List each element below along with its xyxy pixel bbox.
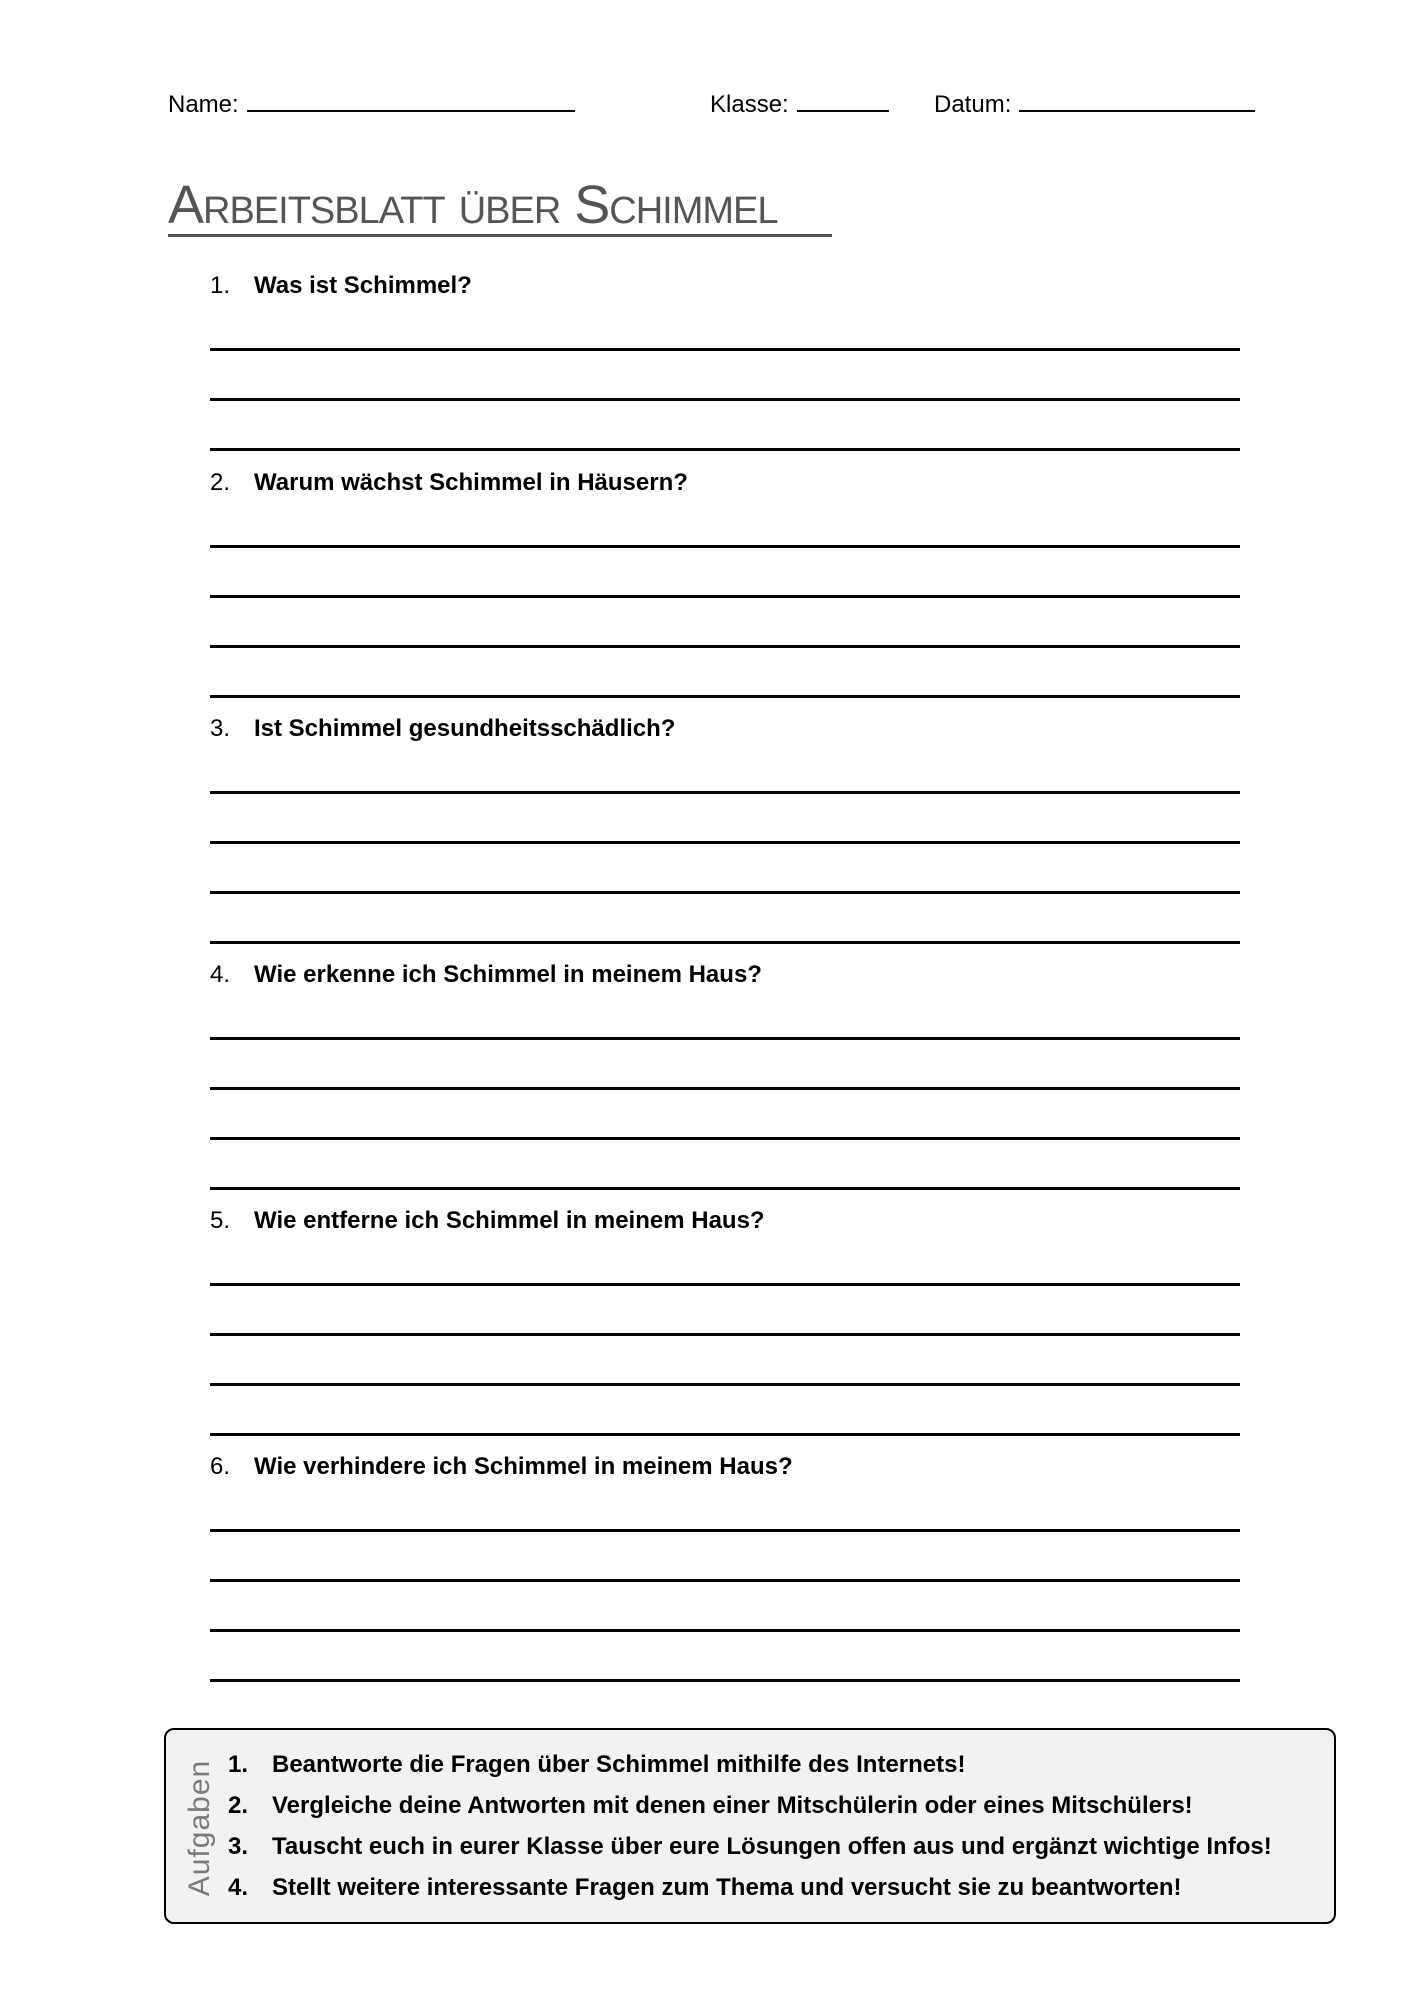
question-3	[210, 711, 1245, 747]
answer-line[interactable]	[210, 1137, 1240, 1140]
task-number: 1.	[228, 1750, 249, 1778]
answer-line[interactable]	[210, 448, 1240, 451]
class-blank[interactable]	[797, 86, 889, 112]
question-number: 4.	[210, 961, 231, 988]
answer-line[interactable]	[210, 1333, 1240, 1336]
task-text: Beantworte die Fragen über Schimmel mithilfe des Internets!	[272, 1750, 966, 1778]
answer-line[interactable]	[210, 1529, 1240, 1532]
question-2	[210, 465, 1245, 501]
answer-line[interactable]	[210, 1433, 1240, 1436]
date-field	[934, 86, 1255, 119]
question-number: 1.	[210, 272, 231, 299]
answer-line[interactable]	[210, 595, 1240, 598]
answer-line[interactable]	[210, 941, 1240, 944]
question-number: 5.	[210, 1207, 231, 1234]
question-text: Wie verhindere ich Schimmel in meinem Haus?	[254, 1453, 793, 1480]
question-text: Wie entferne ich Schimmel in meinem Haus?	[254, 1207, 765, 1234]
class-field	[710, 86, 889, 119]
task-number: 4.	[228, 1873, 249, 1901]
answer-line[interactable]	[210, 791, 1240, 794]
task-number: 3.	[228, 1832, 249, 1860]
answer-line[interactable]	[210, 545, 1240, 548]
task-side-text: Aufgaben	[183, 1759, 216, 1897]
task-text: Stellt weitere interessante Fragen zum Thema und versucht sie zu beantworten!	[272, 1873, 1182, 1901]
answer-line[interactable]	[210, 891, 1240, 894]
task-item	[228, 1785, 1328, 1826]
name-blank[interactable]	[247, 86, 575, 112]
answer-line[interactable]	[210, 348, 1240, 351]
answer-line[interactable]	[210, 1579, 1240, 1582]
answer-line[interactable]	[210, 398, 1240, 401]
answer-line[interactable]	[210, 1087, 1240, 1090]
question-1	[210, 268, 1245, 304]
page-title: Arbeitsblatt über Schimmel	[168, 178, 832, 237]
name-label: Name:	[168, 91, 239, 118]
answer-line[interactable]	[210, 695, 1240, 698]
answer-line[interactable]	[210, 1187, 1240, 1190]
task-item	[228, 1744, 1328, 1785]
task-number: 2.	[228, 1791, 249, 1819]
task-item	[228, 1867, 1328, 1908]
question-4	[210, 957, 1245, 993]
name-field	[168, 86, 575, 119]
task-side-label	[180, 1746, 220, 1910]
question-5	[210, 1203, 1245, 1239]
question-text: Ist Schimmel gesundheitsschädlich?	[254, 715, 676, 742]
question-text: Wie erkenne ich Schimmel in meinem Haus?	[254, 961, 762, 988]
date-label: Datum:	[934, 91, 1012, 118]
question-number: 6.	[210, 1453, 231, 1480]
task-list	[228, 1744, 1328, 1908]
question-text: Warum wächst Schimmel in Häusern?	[254, 469, 688, 496]
task-text: Vergleiche deine Antworten mit denen einer Mitschülerin oder eines Mitschülers!	[272, 1791, 1193, 1819]
question-6	[210, 1449, 1245, 1485]
answer-line[interactable]	[210, 1037, 1240, 1040]
task-box	[164, 1728, 1336, 1924]
date-blank[interactable]	[1019, 86, 1255, 112]
answer-line[interactable]	[210, 645, 1240, 648]
answer-line[interactable]	[210, 1629, 1240, 1632]
answer-line[interactable]	[210, 1283, 1240, 1286]
answer-line[interactable]	[210, 841, 1240, 844]
answer-line[interactable]	[210, 1383, 1240, 1386]
question-number: 2.	[210, 469, 231, 496]
class-label: Klasse:	[710, 91, 789, 118]
question-number: 3.	[210, 715, 231, 742]
task-item	[228, 1826, 1328, 1867]
question-text: Was ist Schimmel?	[254, 272, 472, 299]
answer-line[interactable]	[210, 1679, 1240, 1682]
task-text: Tauscht euch in eurer Klasse über eure Lösungen offen aus und ergänzt wichtige Infos!	[272, 1832, 1272, 1860]
